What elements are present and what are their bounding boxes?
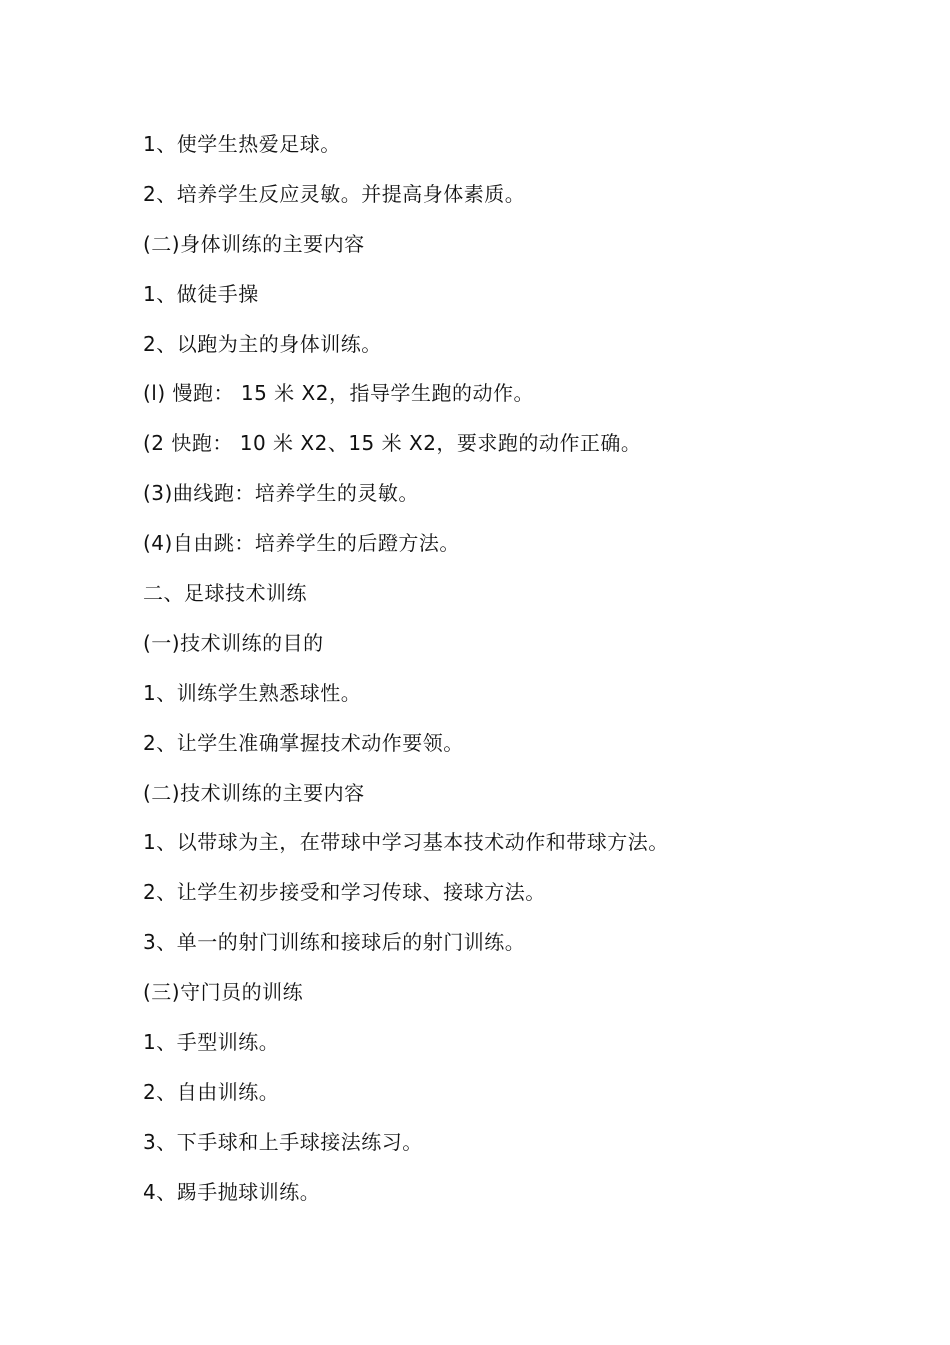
section-heading: 二、足球技术训练: [143, 581, 307, 606]
text-line: 1、以带球为主，在带球中学习基本技术动作和带球方法。: [143, 830, 669, 855]
text-line: 1、手型训练。: [143, 1030, 280, 1055]
text-line: 2、自由训练。: [143, 1079, 280, 1104]
section-heading: (二)技术训练的主要内容: [143, 780, 365, 805]
text-line: 1、做徒手操: [143, 281, 259, 306]
text-line: 3、单一的射门训练和接球后的射门训练。: [143, 930, 526, 955]
section-heading: (一)技术训练的目的: [143, 630, 324, 655]
text-line: (2 快跑： 10 米 X2、15 米 X2，要求跑的动作正确。: [143, 431, 642, 456]
text-line: (3)曲线跑：培养学生的灵敏。: [143, 481, 419, 506]
text-line: 2、让学生准确掌握技术动作要领。: [143, 730, 464, 755]
text-line: 1、训练学生熟悉球性。: [143, 680, 362, 705]
text-line: 3、下手球和上手球接法练习。: [143, 1129, 423, 1154]
section-heading: (二)身体训练的主要内容: [143, 231, 365, 256]
text-line: 1、使学生热爱足球。: [143, 132, 341, 156]
text-line: 2、以跑为主的身体训练。: [143, 331, 382, 356]
text-line: 4、踢手抛球训练。: [143, 1179, 321, 1204]
section-heading: (三)守门员的训练: [143, 980, 304, 1005]
document-body: [143, 125, 903, 1223]
text-line: (4)自由跳：培养学生的后蹬方法。: [143, 531, 460, 556]
text-line: 2、培养学生反应灵敏。并提高身体素质。: [143, 181, 526, 206]
text-line: 2、让学生初步接受和学习传球、接球方法。: [143, 880, 546, 905]
text-line: (l) 慢跑： 15 米 X2，指导学生跑的动作。: [143, 381, 534, 406]
